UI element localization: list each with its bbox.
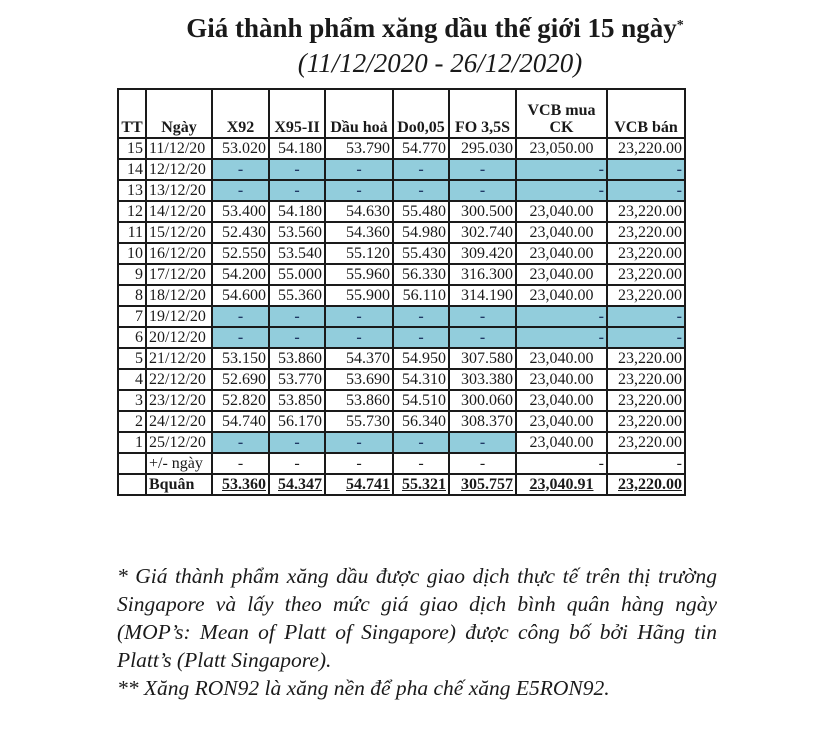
table-row [118, 201, 685, 222]
col-header-kerosene: Dầu hoả [325, 89, 393, 138]
avg-x92 [212, 474, 269, 495]
cell-tt: 1 [118, 432, 146, 453]
avg-vcb-sell [607, 474, 685, 495]
cell-kerosene: 54.360 [325, 222, 393, 243]
footnote-2: ** Xăng RON92 là xăng nền để pha chế xăng E5RON92. [117, 676, 610, 700]
cell-vcb-sell: - [607, 180, 685, 201]
cell-kerosene: 55.960 [325, 264, 393, 285]
vcb-buy-line2: CK [549, 119, 574, 136]
col-header-x92: X92 [212, 89, 269, 138]
cell-x92: 54.200 [212, 264, 269, 285]
cell-vcb-sell: 23,220.00 [607, 390, 685, 411]
avg-fuel-oil-value: 305.757 [461, 475, 513, 493]
change-row [118, 453, 685, 474]
title-text: Giá thành phẩm xăng dầu thế giới 15 ngày [186, 13, 677, 43]
cell-x92: - [212, 306, 269, 327]
cell-fuel-oil: - [449, 306, 516, 327]
cell-fuel-oil: 303.380 [449, 369, 516, 390]
col-header-date: Ngày [146, 89, 212, 138]
cell-vcb-sell: 23,220.00 [607, 411, 685, 432]
table-row [118, 222, 685, 243]
cell-vcb-buy: - [516, 180, 607, 201]
cell-x95: - [269, 180, 325, 201]
change-fuel-oil: - [449, 453, 516, 474]
cell-x95: 56.170 [269, 411, 325, 432]
cell-diesel: - [393, 306, 449, 327]
cell-diesel: - [393, 159, 449, 180]
cell-x95: 55.000 [269, 264, 325, 285]
table-row [118, 306, 685, 327]
table-row [118, 369, 685, 390]
cell-fuel-oil: - [449, 327, 516, 348]
page-title [0, 12, 830, 44]
cell-diesel: 56.330 [393, 264, 449, 285]
avg-diesel [393, 474, 449, 495]
cell-x92: 52.690 [212, 369, 269, 390]
cell-fuel-oil: 307.580 [449, 348, 516, 369]
cell-tt: 3 [118, 390, 146, 411]
cell-diesel: - [393, 180, 449, 201]
cell-x92: 52.550 [212, 243, 269, 264]
cell-date: 20/12/20 [146, 327, 212, 348]
cell-tt: 5 [118, 348, 146, 369]
cell-x95: - [269, 159, 325, 180]
table-row [118, 264, 685, 285]
cell-tt: 8 [118, 285, 146, 306]
cell-x95: 53.560 [269, 222, 325, 243]
cell-x92: 53.020 [212, 138, 269, 159]
cell-diesel: 56.340 [393, 411, 449, 432]
table-row [118, 432, 685, 453]
cell-diesel: - [393, 327, 449, 348]
cell-fuel-oil: 300.500 [449, 201, 516, 222]
cell-kerosene: - [325, 306, 393, 327]
cell-vcb-buy: 23,040.00 [516, 243, 607, 264]
cell-tt: 7 [118, 306, 146, 327]
cell-vcb-buy: 23,040.00 [516, 348, 607, 369]
avg-vcb-buy-value: 23,040.91 [529, 475, 594, 493]
cell-x95: - [269, 432, 325, 453]
cell-diesel: 54.980 [393, 222, 449, 243]
cell-kerosene: 53.690 [325, 369, 393, 390]
cell-fuel-oil: 314.190 [449, 285, 516, 306]
table-body [118, 138, 685, 495]
cell-vcb-buy: - [516, 159, 607, 180]
cell-x95: 53.770 [269, 369, 325, 390]
cell-kerosene: - [325, 327, 393, 348]
table-row [118, 285, 685, 306]
cell-kerosene: - [325, 159, 393, 180]
table-row [118, 180, 685, 201]
cell-fuel-oil: - [449, 180, 516, 201]
cell-kerosene: 55.120 [325, 243, 393, 264]
table-row [118, 348, 685, 369]
cell-vcb-buy: - [516, 327, 607, 348]
avg-diesel-value: 55.321 [402, 475, 446, 493]
cell-vcb-sell: 23,220.00 [607, 348, 685, 369]
table-row [118, 138, 685, 159]
cell-diesel: 54.950 [393, 348, 449, 369]
vcb-buy-line1: VCB mua [527, 102, 596, 119]
cell-diesel: 56.110 [393, 285, 449, 306]
cell-date: 16/12/20 [146, 243, 212, 264]
avg-fuel-oil [449, 474, 516, 495]
cell-vcb-buy: 23,040.00 [516, 390, 607, 411]
avg-x92-value: 53.360 [222, 475, 266, 493]
cell-vcb-sell: 23,220.00 [607, 138, 685, 159]
cell-x92: 53.400 [212, 201, 269, 222]
cell-diesel: - [393, 432, 449, 453]
avg-vcb-buy [516, 474, 607, 495]
cell-tt: 15 [118, 138, 146, 159]
cell-tt: 14 [118, 159, 146, 180]
cell-date: 19/12/20 [146, 306, 212, 327]
cell-kerosene: 54.630 [325, 201, 393, 222]
change-x95: - [269, 453, 325, 474]
title-footnote-marker: * [676, 18, 684, 33]
cell-kerosene: 55.730 [325, 411, 393, 432]
cell-x92: - [212, 432, 269, 453]
change-x92: - [212, 453, 269, 474]
cell-fuel-oil: 308.370 [449, 411, 516, 432]
cell-vcb-sell: 23,220.00 [607, 285, 685, 306]
cell-fuel-oil: 300.060 [449, 390, 516, 411]
cell-vcb-buy: 23,050.00 [516, 138, 607, 159]
footnotes [117, 562, 717, 702]
cell-date: 14/12/20 [146, 201, 212, 222]
cell-kerosene: - [325, 432, 393, 453]
cell-diesel: 55.480 [393, 201, 449, 222]
cell-diesel: 55.430 [393, 243, 449, 264]
cell-x92: 54.740 [212, 411, 269, 432]
cell-date: 22/12/20 [146, 369, 212, 390]
cell-vcb-buy: 23,040.00 [516, 411, 607, 432]
cell-kerosene: 55.900 [325, 285, 393, 306]
table-row [118, 390, 685, 411]
cell-date: 21/12/20 [146, 348, 212, 369]
avg-x95-value: 54.347 [278, 475, 322, 493]
cell-vcb-buy: - [516, 306, 607, 327]
table-row [118, 159, 685, 180]
cell-date: 13/12/20 [146, 180, 212, 201]
cell-date: 11/12/20 [146, 138, 212, 159]
cell-vcb-sell: - [607, 327, 685, 348]
table-row [118, 411, 685, 432]
cell-tt: 4 [118, 369, 146, 390]
cell-fuel-oil: 295.030 [449, 138, 516, 159]
avg-kerosene-value: 54.741 [346, 475, 390, 493]
cell-kerosene: 54.370 [325, 348, 393, 369]
cell-diesel: 54.770 [393, 138, 449, 159]
change-kerosene: - [325, 453, 393, 474]
cell-vcb-sell: 23,220.00 [607, 201, 685, 222]
cell-x92: - [212, 180, 269, 201]
cell-tt [118, 453, 146, 474]
cell-tt: 9 [118, 264, 146, 285]
cell-tt: 12 [118, 201, 146, 222]
date-range-subtitle: (11/12/2020 - 26/12/2020) [297, 48, 583, 78]
cell-vcb-sell: 23,220.00 [607, 243, 685, 264]
cell-x95: 54.180 [269, 201, 325, 222]
average-row [118, 474, 685, 495]
cell-vcb-buy: 23,040.00 [516, 264, 607, 285]
cell-vcb-buy: 23,040.00 [516, 369, 607, 390]
cell-vcb-sell: 23,220.00 [607, 222, 685, 243]
cell-date: 18/12/20 [146, 285, 212, 306]
cell-kerosene: 53.790 [325, 138, 393, 159]
cell-fuel-oil: 302.740 [449, 222, 516, 243]
cell-date: 25/12/20 [146, 432, 212, 453]
cell-date: 24/12/20 [146, 411, 212, 432]
cell-fuel-oil: 316.300 [449, 264, 516, 285]
footnote-1: * Giá thành phẩm xăng dầu được giao dịch thực tế trên thị trường Singapore và lấy theo mức giá giao dịch bình quân hàng ngày (MOP’s: Mean of Platt of Singapore) được công bố bởi Hãng tin Platt’s (Platt Singapore). [117, 564, 717, 672]
cell-date: 12/12/20 [146, 159, 212, 180]
cell-vcb-buy: 23,040.00 [516, 222, 607, 243]
cell-x95: 53.540 [269, 243, 325, 264]
cell-diesel: 54.510 [393, 390, 449, 411]
cell-tt: 2 [118, 411, 146, 432]
cell-fuel-oil: - [449, 432, 516, 453]
cell-vcb-sell: 23,220.00 [607, 369, 685, 390]
table-row [118, 243, 685, 264]
cell-tt: 10 [118, 243, 146, 264]
avg-vcb-sell-value: 23,220.00 [618, 475, 682, 493]
avg-kerosene [325, 474, 393, 495]
cell-x92: - [212, 159, 269, 180]
average-row-label: Bquân [146, 474, 212, 495]
cell-date: 23/12/20 [146, 390, 212, 411]
cell-tt: 11 [118, 222, 146, 243]
change-vcb-sell: - [607, 453, 685, 474]
cell-kerosene: 53.860 [325, 390, 393, 411]
cell-fuel-oil: - [449, 159, 516, 180]
cell-vcb-buy: 23,040.00 [516, 285, 607, 306]
cell-diesel: 54.310 [393, 369, 449, 390]
cell-tt: 13 [118, 180, 146, 201]
change-vcb-buy: - [516, 453, 607, 474]
cell-date: 15/12/20 [146, 222, 212, 243]
cell-x92: 52.430 [212, 222, 269, 243]
col-header-diesel: Do0,05 [393, 89, 449, 138]
change-row-label: +/- ngày [146, 453, 212, 474]
cell-tt: 6 [118, 327, 146, 348]
fuel-price-table [117, 88, 686, 496]
cell-x95: - [269, 306, 325, 327]
cell-kerosene: - [325, 180, 393, 201]
change-diesel: - [393, 453, 449, 474]
cell-tt [118, 474, 146, 495]
cell-vcb-sell: 23,220.00 [607, 264, 685, 285]
col-header-fuel-oil: FO 3,5S [449, 89, 516, 138]
col-header-tt: TT [118, 89, 146, 138]
cell-date: 17/12/20 [146, 264, 212, 285]
col-header-vcb-buy [516, 89, 607, 138]
cell-vcb-sell: - [607, 306, 685, 327]
cell-vcb-buy: 23,040.00 [516, 201, 607, 222]
table-row [118, 327, 685, 348]
cell-vcb-sell: - [607, 159, 685, 180]
col-header-x95: X95-II [269, 89, 325, 138]
cell-x92: 52.820 [212, 390, 269, 411]
cell-x95: 54.180 [269, 138, 325, 159]
cell-x95: 53.860 [269, 348, 325, 369]
cell-vcb-buy: 23,040.00 [516, 432, 607, 453]
cell-vcb-sell: 23,220.00 [607, 432, 685, 453]
cell-fuel-oil: 309.420 [449, 243, 516, 264]
cell-x95: 55.360 [269, 285, 325, 306]
avg-x95 [269, 474, 325, 495]
cell-x95: 53.850 [269, 390, 325, 411]
cell-x92: 54.600 [212, 285, 269, 306]
table-header-row [118, 89, 685, 138]
cell-x92: 53.150 [212, 348, 269, 369]
col-header-vcb-sell: VCB bán [607, 89, 685, 138]
cell-x92: - [212, 327, 269, 348]
cell-x95: - [269, 327, 325, 348]
